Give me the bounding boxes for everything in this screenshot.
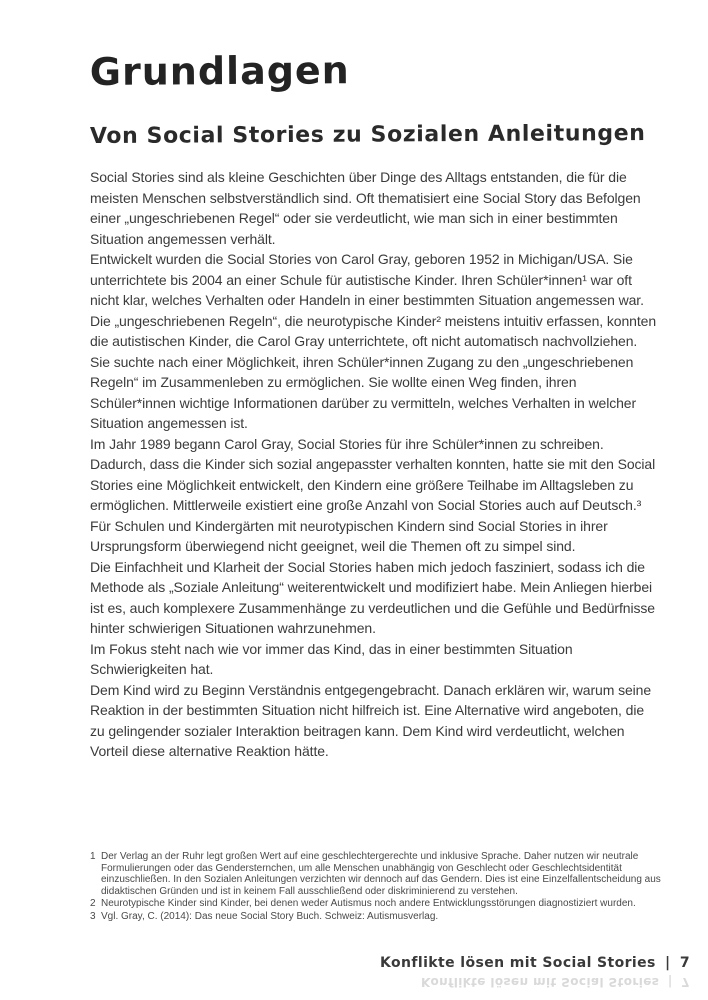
page-content — [90, 50, 662, 762]
paragraph: Entwickelt wurden die Social Stories von Carol Gray, geboren 1952 in Michigan/USA. Sie unterrichtete bis 2004 an einer Schule für autistische Kinder. Ihren Schüler*innen¹ war oft nicht klar, welches Verhalten oder Handeln in einer bestimmten Situation angemessen war. — [90, 251, 644, 308]
footnote — [90, 851, 668, 897]
footnote-number: 3 — [90, 910, 96, 922]
page-title: Grundlagen — [89, 48, 350, 94]
paragraph: Im Fokus steht nach wie vor immer das Kind, das in einer bestimmten Situation Schwierigkeiten hat. — [90, 640, 573, 677]
paragraph: Für Schulen und Kindergärten mit neurotypischen Kindern sind Social Stories in ihrer Ursprungsform überwiegend nicht geeignet, weil die Themen oft zu simpel sind. — [90, 517, 608, 554]
paragraph: Dem Kind wird zu Beginn Verständnis entgegengebracht. Danach erklären wir, warum seine Reaktion in der bestimmten Situation nicht hilfreich ist. Eine Alternative wird angeboten, die zu gelingender sozialer Interaktion beitragen kann. Dem Kind wird verdeutlicht, welchen Vorteil diese alternative Reaktion hätte. — [90, 681, 652, 759]
ghost-running-title: Konflikte lösen mit Social Stories — [421, 975, 660, 989]
footnote-text: Neurotypische Kinder sind Kinder, bei denen weder Autismus noch andere Entwicklungsstörungen diagnostiziert wurden. — [101, 898, 636, 909]
page-number: 7 — [679, 955, 690, 971]
footnote — [90, 898, 668, 910]
paragraph: Sie suchte nach einer Möglichkeit, ihren Schüler*innen Zugang zu den „ungeschriebenen Regeln“ im Zusammenleben zu ermöglichen. Sie wollte einen Weg finden, ihren Schüler*innen wichtige Informationen darüber zu vermitteln, welches Verhalten in welcher Situation angemessen ist. — [90, 353, 637, 431]
page-footer — [376, 955, 690, 971]
running-title: Konflikte lösen mit Social Stories — [380, 955, 656, 971]
ghost-footer-separator: | — [667, 975, 673, 989]
body-text — [90, 167, 662, 762]
section-heading: Von Social Stories zu Sozialen Anleitungen — [89, 121, 646, 149]
footnote-number: 1 — [90, 851, 96, 862]
footer-separator: | — [665, 955, 671, 971]
ghost-page-number: 7 — [681, 975, 690, 989]
print-through-ghost — [417, 975, 690, 989]
paragraph: Social Stories sind als kleine Geschichten über Dinge des Alltags entstanden, die für die meisten Menschen selbstverständlich sind. Oft thematisiert eine Social Story das Befolgen einer „ungeschriebenen Regel“ oder sie verdeutlicht, wie man sich in einer bestimmten Situation angemessen verhält. — [90, 169, 641, 247]
paragraph: Im Jahr 1989 begann Carol Gray, Social Stories für ihre Schüler*innen zu schreiben. Dadurch, dass die Kinder sich sozial angepasster verhalten konnten, hatte sie mit den Social Stories eine Möglichkeit entwickelt, den Kindern eine größere Teilhabe im Alltagsleben zu ermöglichen. Mittlerweile existiert eine große Anzahl von Social Stories auch auf Deutsch.³ — [90, 435, 656, 513]
footnote — [90, 911, 668, 923]
footnote-text: Der Verlag an der Ruhr legt großen Wert auf eine geschlechtergerechte und inklusive Sprache. Daher nutzen wir neutrale Formulierungen oder das Gendersternchen, um alle Menschen unabhängig von Geschlecht oder Geschlechtsidentität einzuschließen. In den Sozialen Anleitungen verzichten wir dennoch auf das Gendern. Dies ist eine Einzelfallentscheidung aus didaktischen Gründen und ist in keinem Fall ausschließend oder diskriminierend zu verstehen. — [101, 851, 661, 897]
footnotes-block — [90, 851, 668, 923]
paragraph: Die Einfachheit und Klarheit der Social Stories haben mich jedoch fasziniert, sodass ich die Methode als „Soziale Anleitung“ weiterentwickelt und modifiziert habe. Mein Anliegen hierbei ist es, auch komplexere Zusammenhänge zu verdeutlichen und die Gefühle und Bedürfnisse hinter schwierigen Situationen wahrzunehmen. — [90, 558, 655, 636]
footnote-text: Vgl. Gray, C. (2014): Das neue Social Story Buch. Schweiz: Autismusverlag. — [101, 910, 439, 922]
paragraph: Die „ungeschriebenen Regeln“, die neurotypische Kinder² meistens intuitiv erfassen, konnten die autistischen Kinder, die Carol Gray unterrichtete, oft nicht automatisch nachvollziehen. — [90, 312, 657, 349]
footnote-number: 2 — [90, 898, 96, 909]
